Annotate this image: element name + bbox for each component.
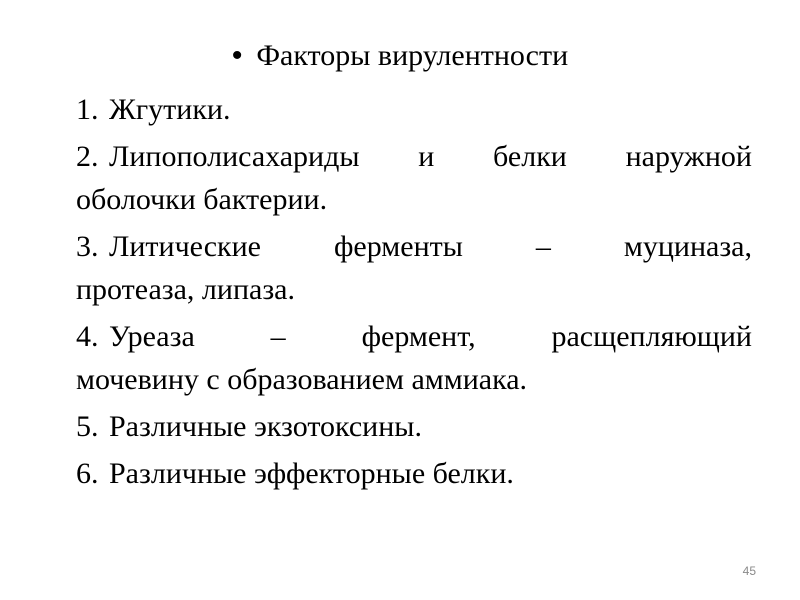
item-text-line-2: протеаза, липаза. [76,273,295,306]
item-number: 4. [76,320,99,353]
virulence-factors-list [76,88,752,499]
item-text: Различные эффекторные белки. [109,457,514,490]
slide-title [0,34,800,78]
item-text-line-1: Липополисахариды и белки наружной [109,140,752,173]
list-item [76,452,752,495]
list-item [76,315,752,401]
list-item [76,88,752,131]
item-text: Различные экзотоксины. [109,410,422,443]
item-text-line-1: Литические ферменты – муциназа, [109,230,752,263]
list-item [76,225,752,311]
item-number: 2. [76,140,99,173]
item-number: 3. [76,230,99,263]
item-text-line-2: мочевину с образованием аммиака. [76,363,528,396]
list-item [76,405,752,448]
bullet-icon: • [231,39,243,72]
item-text: Жгутики. [109,93,231,126]
page-number: 45 [742,564,756,578]
item-number: 6. [76,457,99,490]
title-text: Факторы вирулентности [256,39,569,72]
list-item [76,135,752,221]
item-number: 1. [76,93,99,126]
item-number: 5. [76,410,99,443]
item-text-line-2: оболочки бактерии. [76,183,328,216]
item-text-line-1: Уреаза – фермент, расщепляющий [109,320,752,353]
